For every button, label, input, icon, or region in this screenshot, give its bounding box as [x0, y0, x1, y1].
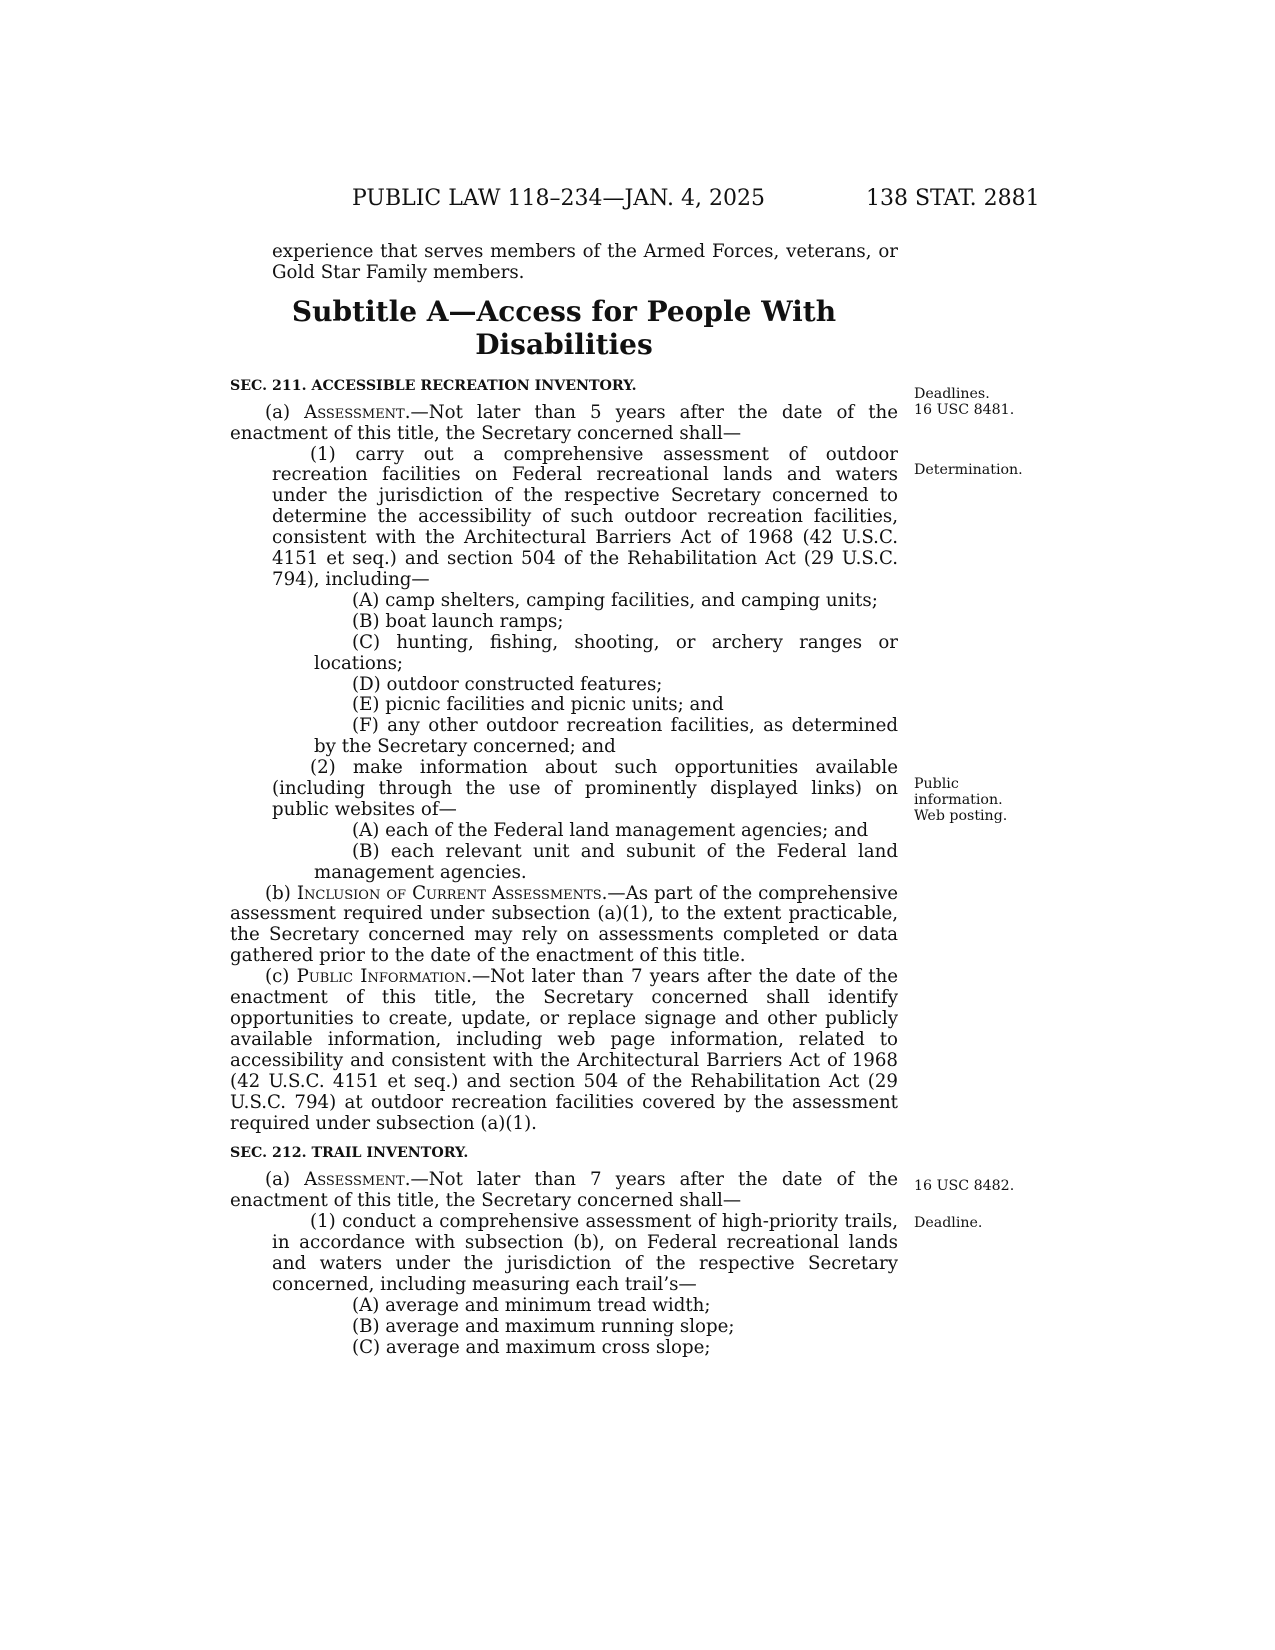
sec-211-subsection-a	[230, 403, 898, 445]
margin-note-deadline: Deadline.	[914, 1215, 983, 1231]
sec-211-c-text: .—Not later than 7 years after the date of the enactment of this title, the Secretary concerned shall identify opportunities to create, update, or replace signage and other publicly available information, including web page information, related to accessibility and consistent with the Architectural Barriers Act of 1968 (42 U.S.C. 4151 et seq.) and section 504 of the Rehabilitation Act (29 U.S.C. 794) at outdoor recreation facilities covered by the assessment required under subsection (a)(1).	[230, 966, 898, 1134]
sec-212-item-1A: (A) average and minimum tread width;	[352, 1294, 711, 1316]
sec-211-paragraph-2: (2) make information about such opportunities available (including through the use of prominently displayed links) on public websites of—	[272, 757, 898, 820]
sec-212-item-1B: (B) average and maximum running slope;	[352, 1315, 735, 1337]
sec-211-c-label: (c)	[265, 966, 297, 988]
sec-211-subsection-b	[230, 884, 898, 968]
sec-211-a-text: .—Not later than 5 years after the date of the enactment of this title, the Secretary concerned shall—	[230, 401, 898, 444]
sec-212-a-heading: Assessment	[304, 1169, 405, 1191]
sec-211-item-1C: (C) hunting, fishing, shooting, or archery ranges or locations;	[314, 631, 898, 674]
margin-note-public: Public	[914, 776, 959, 792]
margin-note-usc-8481: 16 USC 8481.	[914, 402, 1015, 418]
sec-211-a-label: (a)	[265, 401, 305, 423]
margin-note-web-posting: Web posting.	[914, 808, 1008, 824]
sec-211-item-1B: (B) boat launch ramps;	[352, 610, 564, 632]
running-header-page-number: 138 STAT. 2881	[866, 186, 1040, 211]
sec-211-item-1F: (F) any other outdoor recreation facilities, as determined by the Secretary concerned; and	[314, 715, 898, 758]
margin-note-deadlines: Deadlines.	[914, 386, 990, 402]
sec-212-item-1C: (C) average and maximum cross slope;	[352, 1336, 711, 1358]
sec-211-item-1E: (E) picnic facilities and picnic units; and	[352, 694, 724, 716]
sec-211-paragraph-1: (1) carry out a comprehensive assessment of outdoor recreation facilities on Federal recreational lands and waters under the jurisdiction of the respective Secretary concerned to determine the accessibility of such outdoor recreation facilities, consistent with the Architectural Barriers Act of 1968 (42 U.S.C. 4151 et seq.) and section 504 of the Rehabilitation Act (29 U.S.C. 794), including—	[272, 443, 898, 590]
sec-211-item-1D: (D) outdoor constructed features;	[352, 673, 663, 695]
sec-212-paragraph-1: (1) conduct a comprehensive assessment of high-priority trails, in accordance with subsection (b), on Federal recreational lands and waters under the jurisdiction of the respective Secretary concerned, including measuring each trail’s—	[272, 1211, 898, 1295]
sec-212-a-text: .—Not later than 7 years after the date of the enactment of this title, the Secretary concerned shall—	[230, 1169, 898, 1212]
sec-212-heading: SEC. 212. TRAIL INVENTORY.	[230, 1145, 469, 1162]
margin-note-information: information.	[914, 792, 1003, 808]
sec-211-b-text: .—As part of the comprehensive assessment required under subsection (a)(1), to the extent practicable, the Secretary concerned may rely on assessments completed or data gathered prior to the date of the enactment of this title.	[230, 882, 898, 967]
sec-211-subsection-c	[230, 967, 898, 1134]
sec-211-b-label: (b)	[265, 882, 297, 904]
sec-211-c-heading: Public Information	[296, 966, 467, 988]
sec-211-item-2A: (A) each of the Federal land management agencies; and	[352, 819, 869, 841]
body-text-column	[230, 242, 898, 1359]
margin-note-determination: Determination.	[914, 462, 1023, 478]
sec-212-a-label: (a)	[265, 1169, 305, 1191]
sec-211-a-heading: Assessment	[304, 401, 405, 423]
sec-212-subsection-a	[230, 1170, 898, 1212]
running-header-title: PUBLIC LAW 118–234—JAN. 4, 2025	[352, 186, 765, 211]
intro-paragraph: experience that serves members of the Armed Forces, veterans, or Gold Star Family members.	[272, 241, 898, 283]
sec-211-heading: SEC. 211. ACCESSIBLE RECREATION INVENTORY.	[230, 377, 637, 394]
sec-211-b-heading: Inclusion of Current Assessments	[296, 882, 602, 904]
sec-211-item-2B: (B) each relevant unit and subunit of the Federal land management agencies.	[314, 840, 898, 883]
sec-211-item-1A: (A) camp shelters, camping facilities, and camping units;	[352, 589, 878, 611]
subtitle-heading: Subtitle A—Access for People With Disabilities	[291, 294, 837, 361]
margin-note-usc-8482: 16 USC 8482.	[914, 1178, 1015, 1194]
